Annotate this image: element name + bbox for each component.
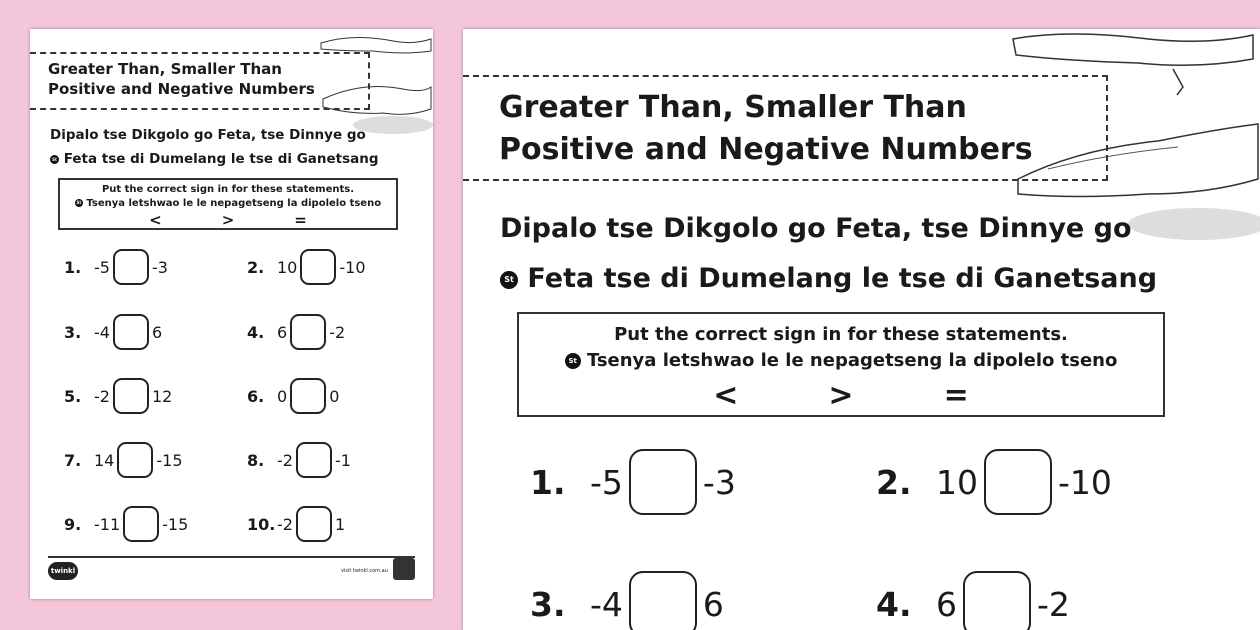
question-6: 6. 0 0 — [247, 378, 339, 414]
translation-badge-icon: St — [76, 199, 82, 205]
question-1: 1. -5 -3 — [64, 249, 168, 285]
footer-badge-icon — [393, 558, 415, 580]
instruction-box — [517, 312, 1165, 417]
answer-box[interactable] — [113, 378, 149, 414]
answer-box[interactable] — [296, 442, 332, 478]
question-2: 2. 10 -10 — [247, 249, 366, 285]
instruction-translation: St Tsenya letshwao le le nepagetseng la dipolelo tseno — [76, 197, 382, 209]
question-2: 2. 10 -10 — [876, 449, 1112, 515]
answer-box[interactable] — [113, 249, 149, 285]
answer-box[interactable] — [113, 314, 149, 350]
heading-line-1: Dipalo tse Dikgolo go Feta, tse Dinnye go — [50, 127, 366, 143]
answer-box[interactable] — [984, 449, 1052, 515]
equals-symbol: = — [294, 211, 307, 229]
answer-box[interactable] — [117, 442, 153, 478]
question-4: 4. 6 -2 — [876, 571, 1070, 630]
question-1: 1. -5 -3 — [530, 449, 736, 515]
translation-badge-icon: St — [565, 353, 581, 369]
answer-box[interactable] — [290, 378, 326, 414]
question-4: 4. 6 -2 — [247, 314, 345, 350]
question-7: 7. 14 -15 — [64, 442, 183, 478]
twinkl-logo: twinkl — [48, 562, 78, 580]
equals-symbol: = — [943, 378, 969, 414]
footer-divider — [48, 556, 415, 558]
question-5: 5. -2 12 — [64, 378, 172, 414]
answer-box[interactable] — [300, 249, 336, 285]
question-3: 3. -4 6 — [64, 314, 162, 350]
worksheet-thumbnail — [30, 29, 433, 599]
worksheet-title: Greater Than, Smaller Than Positive and Negative Numbers — [30, 52, 370, 110]
instruction-text: Put the correct sign in for these statements. — [614, 324, 1068, 345]
greater-than-symbol: > — [221, 211, 235, 229]
heading-line-2: St Feta tse di Dumelang le tse di Ganetsang — [50, 151, 379, 167]
heading-line-2: St Feta tse di Dumelang le tse di Ganetsang — [500, 263, 1157, 294]
question-10: 10. -2 1 — [247, 506, 345, 542]
greater-than-symbol: > — [828, 378, 854, 414]
less-than-symbol: < — [713, 378, 739, 414]
answer-box[interactable] — [296, 506, 332, 542]
symbol-row — [60, 210, 396, 230]
symbol-row — [519, 374, 1163, 418]
instruction-text: Put the correct sign in for these statements. — [101, 184, 355, 195]
answer-box[interactable] — [629, 571, 697, 630]
heading-line-1: Dipalo tse Dikgolo go Feta, tse Dinnye go — [500, 213, 1132, 244]
answer-box[interactable] — [629, 449, 697, 515]
translation-badge-icon: St — [500, 271, 518, 289]
question-9: 9. -11 -15 — [64, 506, 188, 542]
instruction-translation: St Tsenya letshwao le le nepagetseng la dipolelo tseno — [519, 348, 1163, 374]
instruction-box — [58, 178, 398, 230]
answer-box[interactable] — [123, 506, 159, 542]
footer-site-text: visit twinkl.com.au — [341, 568, 388, 574]
less-than-symbol: < — [149, 211, 162, 229]
question-8: 8. -2 -1 — [247, 442, 351, 478]
worksheet-zoomed — [463, 29, 1260, 630]
worksheet-title: Greater Than, Smaller Than Positive and Negative Numbers — [463, 75, 1108, 181]
answer-box[interactable] — [963, 571, 1031, 630]
question-3: 3. -4 6 — [530, 571, 724, 630]
translation-badge-icon: St — [50, 155, 59, 164]
answer-box[interactable] — [290, 314, 326, 350]
